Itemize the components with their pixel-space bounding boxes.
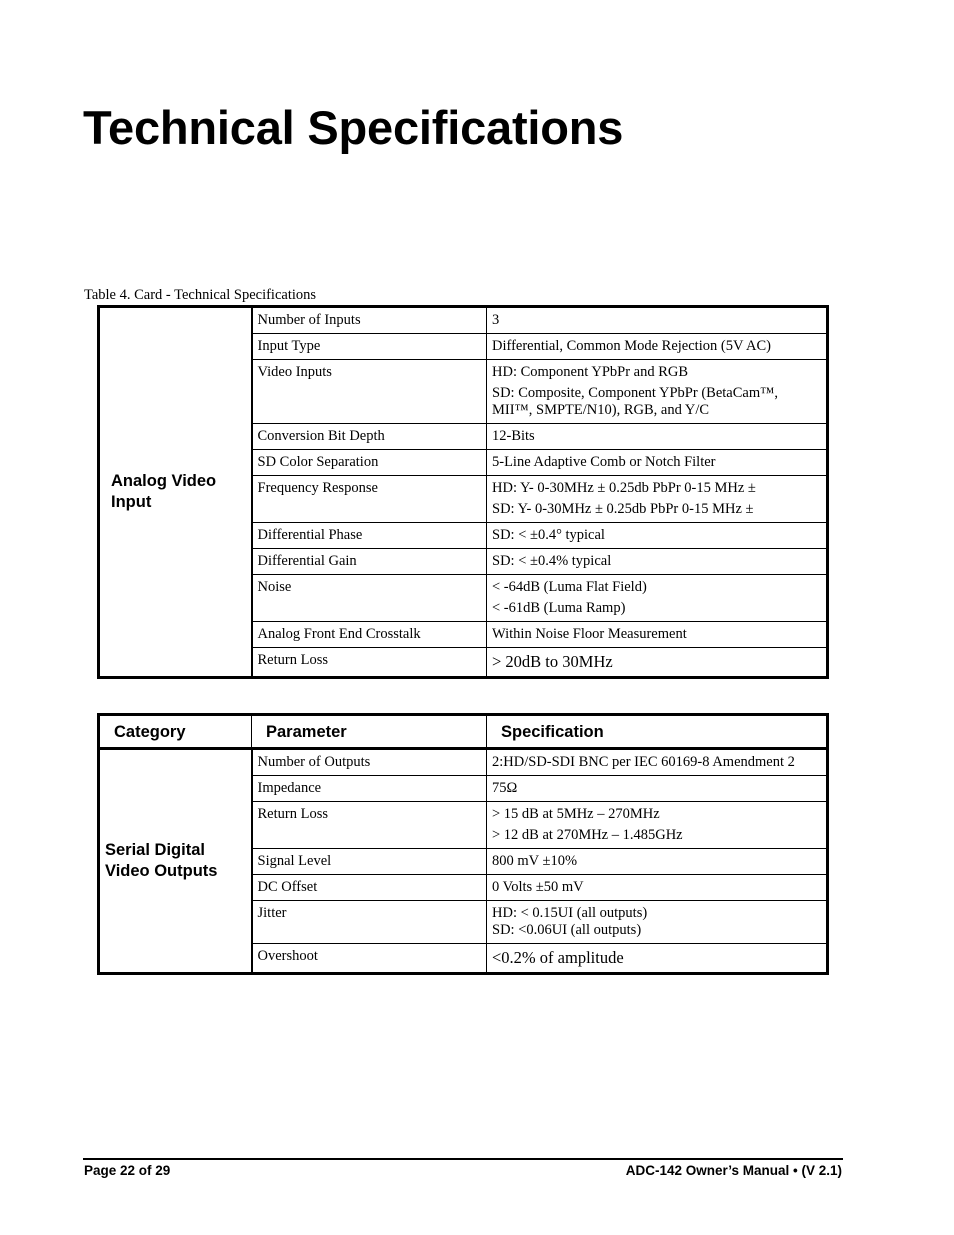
- spec-cell: [487, 901, 828, 944]
- param-cell: Video Inputs: [252, 360, 487, 424]
- footer-page-number: Page 22 of 29: [84, 1163, 171, 1178]
- page-title: Technical Specifications: [83, 101, 624, 154]
- spec-line: SD: Composite, Component YPbPr (BetaCam™, MII™, SMPTE/N10), RGB, and Y/C: [492, 385, 778, 418]
- spec-cell: [487, 802, 828, 849]
- spec-line: 75Ω: [492, 780, 518, 796]
- table-row: [99, 307, 828, 334]
- spec-line: > 15 dB at 5MHz – 270MHz: [492, 806, 660, 822]
- spec-line: SD: < ±0.4° typical: [492, 527, 605, 543]
- spec-cell: [487, 549, 828, 575]
- spec-line: HD: < 0.15UI (all outputs): [492, 905, 648, 921]
- param-cell: Noise: [252, 575, 487, 622]
- spec-line: < -64dB (Luma Flat Field): [492, 579, 647, 595]
- param-cell: Overshoot: [252, 944, 487, 974]
- spec-line: SD: Y- 0-30MHz ± 0.25db PbPr 0-15 MHz ±: [492, 501, 754, 517]
- spec-cell: [487, 523, 828, 549]
- param-cell: Analog Front End Crosstalk: [252, 622, 487, 648]
- footer-divider: [83, 1158, 843, 1160]
- spec-cell: [487, 307, 828, 334]
- spec-line: 5-Line Adaptive Comb or Notch Filter: [492, 454, 716, 470]
- category-cell: Analog Video Input: [99, 307, 252, 678]
- spec-cell: [487, 424, 828, 450]
- spec-line: <0.2% of amplitude: [492, 948, 624, 967]
- param-cell: Impedance: [252, 776, 487, 802]
- spec-cell: [487, 849, 828, 875]
- footer-document-title: ADC-142 Owner’s Manual • (V 2.1): [625, 1163, 842, 1178]
- column-header-category: Category: [99, 715, 252, 749]
- param-cell: Return Loss: [252, 802, 487, 849]
- column-header-specification: Specification: [487, 715, 828, 749]
- spec-line: 3: [492, 312, 500, 328]
- serial-digital-video-outputs-table: [97, 713, 829, 975]
- spec-cell: [487, 622, 828, 648]
- param-cell: Differential Phase: [252, 523, 487, 549]
- param-cell: Conversion Bit Depth: [252, 424, 487, 450]
- spec-line: HD: Y- 0-30MHz ± 0.25db PbPr 0-15 MHz ±: [492, 480, 756, 496]
- spec-cell: [487, 875, 828, 901]
- spec-line: 2:HD/SD-SDI BNC per IEC 60169-8 Amendment 2: [492, 754, 795, 770]
- param-cell: Signal Level: [252, 849, 487, 875]
- spec-line: SD: < ±0.4% typical: [492, 553, 612, 569]
- spec-line: Differential, Common Mode Rejection (5V AC): [492, 338, 771, 354]
- table-caption: Table 4. Card - Technical Specifications: [84, 287, 317, 303]
- spec-cell: [487, 776, 828, 802]
- category-cell: Serial Digital Video Outputs: [99, 749, 252, 974]
- spec-line: > 20dB to 30MHz: [492, 652, 613, 671]
- spec-cell: [487, 944, 828, 974]
- spec-cell: [487, 334, 828, 360]
- table-header-row: [99, 715, 828, 749]
- param-cell: Input Type: [252, 334, 487, 360]
- spec-cell: [487, 476, 828, 523]
- param-cell: Number of Outputs: [252, 749, 487, 776]
- spec-line: Within Noise Floor Measurement: [492, 626, 687, 642]
- param-cell: Return Loss: [252, 648, 487, 678]
- spec-cell: [487, 648, 828, 678]
- spec-cell: [487, 749, 828, 776]
- spec-line: > 12 dB at 270MHz – 1.485GHz: [492, 827, 683, 843]
- spec-line: 12-Bits: [492, 428, 535, 444]
- spec-cell: [487, 360, 828, 424]
- column-header-parameter: Parameter: [252, 715, 487, 749]
- spec-line: 800 mV ±10%: [492, 853, 578, 869]
- analog-video-input-table: [97, 305, 829, 679]
- param-cell: Frequency Response: [252, 476, 487, 523]
- spec-cell: [487, 575, 828, 622]
- param-cell: DC Offset: [252, 875, 487, 901]
- param-cell: SD Color Separation: [252, 450, 487, 476]
- spec-line: < -61dB (Luma Ramp): [492, 600, 626, 616]
- param-cell: Number of Inputs: [252, 307, 487, 334]
- param-cell: Jitter: [252, 901, 487, 944]
- table-row: [99, 749, 828, 776]
- spec-line: SD: <0.06UI (all outputs): [492, 922, 642, 938]
- spec-line: HD: Component YPbPr and RGB: [492, 364, 689, 380]
- spec-line: 0 Volts ±50 mV: [492, 879, 584, 895]
- param-cell: Differential Gain: [252, 549, 487, 575]
- spec-cell: [487, 450, 828, 476]
